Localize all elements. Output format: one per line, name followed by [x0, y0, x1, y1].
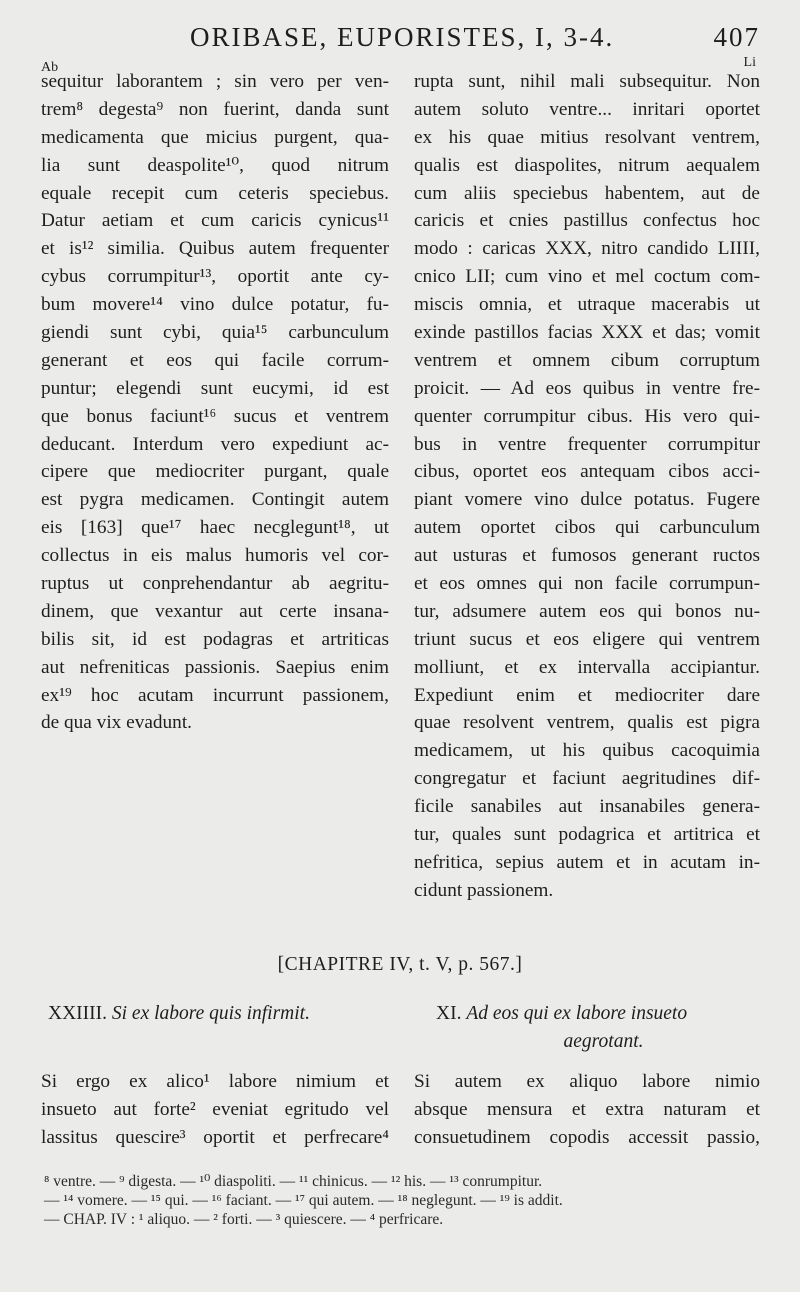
text-line: aut usturas et fumosos generant ructos: [414, 545, 760, 567]
text-line: deducant. Interdum vero expediunt ac-: [41, 433, 389, 455]
footnote-line: — ¹⁴ vomere. — ¹⁵ qui. — ¹⁶ faciant. — ¹⁷ qui autem. — ¹⁸ neglegunt. — ¹⁹ is addit.: [44, 1192, 563, 1209]
text-line: giendi sunt cybi, quia¹⁵ carbunculum: [41, 322, 389, 344]
text-line: modo : caricas XXX, nitro candido LIIII,: [414, 238, 760, 260]
text-line: autem oportet cibos qui carbunculum: [414, 517, 760, 539]
text-line: ruptus ut conprehendantur ab aegritu-: [41, 573, 389, 595]
text-line: medicamenta que micius purgent, qua-: [41, 126, 389, 148]
text-line: cybus corrumpitur¹³, oportit ante cy-: [41, 266, 389, 288]
text-line: cipere que mediocriter purgant, quale: [41, 461, 389, 483]
chapter-reference: [CHAPITRE IV, t. V, p. 567.]: [277, 954, 523, 975]
text-line: Expediunt enim et mediocriter dare: [414, 684, 760, 706]
left-text-column-2: [41, 1068, 389, 1152]
text-line: ex¹⁹ hoc acutam incurrunt passionem,: [41, 684, 389, 706]
text-line: ex his quae mitius resolvant ventrem,: [414, 126, 760, 148]
text-line: caricis et cnies pastillus confectus hoc: [414, 210, 760, 232]
page-number: 407: [713, 22, 760, 52]
text-line: medicamem, ut his quibus cacoquimia: [414, 740, 760, 762]
chapter-title-left: Si ex labore quis infirmit.: [111, 1003, 310, 1024]
chapter-title-right-line2: aegrotant.: [563, 1031, 644, 1052]
text-line: consuetudinem copodis accessit passio,: [414, 1126, 760, 1148]
text-line: Datur aetiam et cum caricis cynicus¹¹: [41, 210, 389, 232]
text-line: triunt sucus et eos eligere qui ventrem: [414, 628, 760, 650]
text-line: cidunt passionem.: [414, 879, 554, 901]
text-line: absque mensura et extra naturam et: [414, 1098, 760, 1120]
left-text-column: [41, 68, 389, 737]
footnotes: [44, 1172, 764, 1229]
chapter-heading-left: [48, 1000, 388, 1028]
text-line: et is¹² similia. Quibus autem frequenter: [41, 238, 389, 260]
text-line: ficile sanabiles aut insanabiles genera-: [414, 796, 760, 818]
text-line: collectus in eis malus humoris vel cor-: [41, 545, 389, 567]
text-line: aut nefreniticas passionis. Saepius enim: [41, 656, 389, 678]
text-line: autem soluto ventre... inritari oportet: [414, 98, 760, 120]
text-line: de qua vix evadunt.: [41, 712, 192, 734]
text-line: lia sunt deaspolite¹⁰, quod nitrum: [41, 154, 389, 176]
text-line: generant et eos qui facile corrum-: [41, 349, 389, 371]
text-line: trem⁸ degesta⁹ non fuerint, danda sunt: [41, 98, 389, 120]
text-line: cibus, oportet eos antequam cibos acci-: [414, 461, 760, 483]
text-line: eis [163] que¹⁷ haec necglegunt¹⁸, ut: [41, 517, 389, 539]
text-line: congregatur et faciunt aegritudines dif-: [414, 768, 760, 790]
text-line: ventrem et omnem cibum corruptum: [414, 349, 760, 371]
right-text-column-2: [414, 1068, 760, 1152]
text-line: Si ergo ex alico¹ labore nimium et: [41, 1071, 389, 1092]
text-line: tur, adsumere autem eos qui bonos nu-: [414, 600, 760, 622]
text-line: qualis est diaspolites, nitrum aequalem: [414, 154, 760, 176]
text-line: bilis sit, id est podagras et artriticas: [41, 628, 389, 650]
text-line: insueto aut forte² eveniat egritudo vel: [41, 1098, 389, 1120]
text-line: equale recepit cum ceteris speciebus.: [41, 182, 389, 204]
chapter-title-right-line1: Ad eos qui ex labore insueto: [466, 1003, 688, 1024]
text-line: bum movere¹⁴ vino dulce potatur, fu-: [41, 294, 389, 316]
text-line: rupta sunt, nihil mali subsequitur. Non: [414, 71, 760, 92]
text-line: cnico LII; cum vino et mel coctum com-: [414, 266, 760, 288]
chapter-number-left: XXIIII.: [48, 1003, 108, 1024]
siglum-left: Ab: [41, 60, 59, 75]
chapter-number-right: XI.: [436, 1003, 462, 1024]
text-line: exinde pastillos facias XXX et das; vomit: [414, 322, 760, 344]
text-line: quae resolvent ventrem, qualis est pigra: [414, 712, 760, 734]
text-line: tur, quales sunt podagrica et artitrica et: [414, 824, 760, 846]
text-line: bus in ventre frequenter corrumpitur: [414, 433, 760, 455]
siglum-right: Li: [743, 55, 756, 70]
text-line: Si autem ex aliquo labore nimio: [414, 1071, 760, 1092]
running-head: [40, 18, 760, 54]
text-line: cum aliis speciebus habentem, aut de: [414, 182, 760, 204]
footnote-line: — CHAP. IV : ¹ aliquo. — ² forti. — ³ quiescere. — ⁴ perfricare.: [44, 1211, 444, 1228]
text-line: et eos omnes qui non facile corrumpun-: [414, 573, 760, 595]
text-line: est pygra medicamen. Contingit autem: [41, 489, 389, 511]
right-text-column: [414, 68, 760, 905]
chapter-heading-right: [436, 1000, 761, 1056]
text-line: lassitus quescire³ oportit et perfrecare⁴: [41, 1126, 389, 1148]
text-line: nefritica, sepius autem et in acutam in-: [414, 851, 760, 873]
text-line: sequitur laborantem ; sin vero per ven-: [41, 71, 389, 92]
text-line: piant vomere vino dulce potatus. Fugere: [414, 489, 760, 511]
text-line: que bonus faciunt¹⁶ sucus et ventrem: [41, 405, 389, 427]
text-line: quenter corrumpitur cibus. His vero qui-: [414, 405, 760, 427]
text-line: dinem, que vexantur aut certe insana-: [41, 600, 389, 622]
text-line: miscis omnia, et utraque macerabis ut: [414, 294, 760, 316]
footnote-line: ⁸ ventre. — ⁹ digesta. — ¹⁰ diaspoliti. — ¹¹ chinicus. — ¹² his. — ¹³ conrumpitur.: [44, 1173, 543, 1190]
text-line: molliunt, et ex intervalla accipiantur.: [414, 656, 760, 678]
text-line: proicit. — Ad eos quibus in ventre fre-: [414, 377, 760, 399]
text-line: puntur; elegendi sunt eucymi, id est: [41, 377, 389, 399]
page-title: ORIBASE, EUPORISTES, I, 3-4.: [190, 22, 615, 52]
